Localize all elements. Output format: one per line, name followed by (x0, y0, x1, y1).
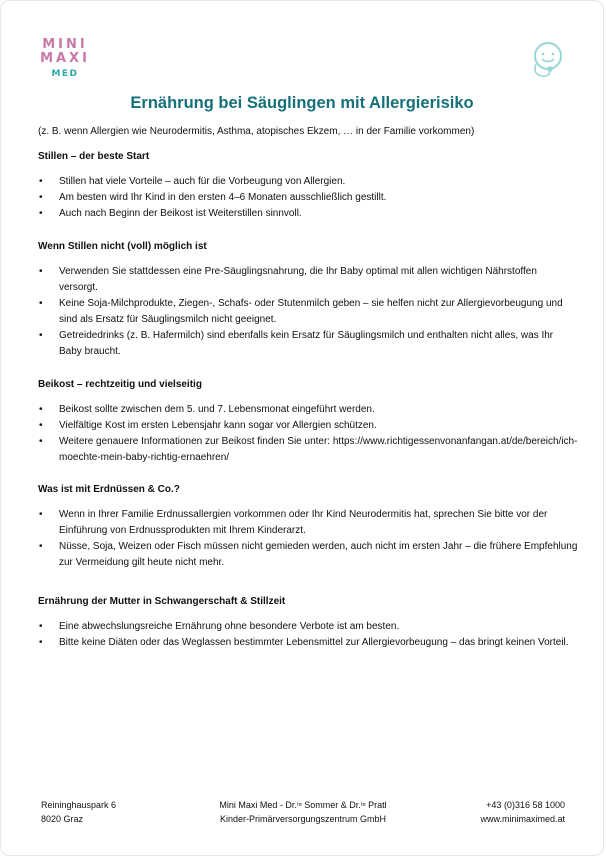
list-item: • Beikost sollte zwischen dem 5. und 7. Lebensmonat eingeführt werden. (38, 402, 578, 418)
footer-website: www.minimaximed.at (480, 814, 565, 824)
list-item: • Bitte keine Diäten oder das Weglassen bestimmter Lebensmittel zur Allergievorbeugung – das bringt keinen Vorteil. (38, 635, 578, 651)
list-item: • Vielfältige Kost im ersten Lebensjahr kann sogar vor Allergien schützen. (38, 418, 578, 434)
footer-company-type: Kinder-Primärversorgungszentrum GmbH (219, 814, 387, 824)
list-item: • Verwenden Sie stattdessen eine Pre-Säuglingsnahrung, die Ihr Baby optimal mit allen wichtigen Nährstoffen versorgt. (38, 264, 578, 296)
bullet-list (38, 507, 578, 571)
bullet-list (38, 402, 578, 466)
list-item: • Eine abwechslungsreiche Ernährung ohne besondere Verbote ist am besten. (38, 619, 578, 635)
section-stillen (38, 149, 578, 222)
footer-street: Reininghauspark 6 (41, 800, 117, 810)
list-item: • Am besten wird Ihr Kind in den ersten 4–6 Monaten ausschließlich gestillt. (38, 190, 578, 206)
footer-contact (480, 798, 565, 826)
list-item: • Wenn in Ihrer Familie Erdnussallergien vorkommen oder Ihr Kind Neurodermitis hat, sprechen Sie bitte vor der Einführung von Erdnussprodukten mit Ihrem Kinderarzt. (38, 507, 578, 539)
logo-line-med: MED (51, 69, 79, 79)
section-heading: Stillen – der beste Start (38, 151, 150, 162)
section-wenn-stillen-nicht-moeglich (38, 239, 578, 360)
section-heading: Beikost – rechtzeitig und vielseitig (38, 379, 202, 390)
subtitle: (z. B. wenn Allergien wie Neurodermitis, Asthma, atopisches Ekzem, … in der Familie vorkommen) (38, 126, 475, 137)
section-heading: Was ist mit Erdnüssen & Co.? (38, 484, 180, 495)
stethoscope-smiley-icon (528, 38, 568, 80)
bullet-list (38, 619, 578, 651)
footer-phone: +43 (0)316 58 1000 (486, 800, 565, 810)
section-erdnuesse (38, 482, 578, 571)
bullet-list (38, 264, 578, 360)
section-beikost (38, 377, 578, 466)
page-title: Ernährung bei Säuglingen mit Allergierisiko (130, 94, 474, 112)
list-item: • Auch nach Beginn der Beikost ist Weiterstillen sinnvoll. (38, 206, 578, 222)
list-item: • Stillen hat viele Vorteile – auch für die Vorbeugung von Allergien. (38, 174, 578, 190)
document-body (38, 124, 578, 651)
list-item: • Weitere genauere Informationen zur Beikost finden Sie unter: https://www.richtigessenvonanfangan.at/de/bereich/ich-moechte-mein-baby-richtig-ernaehren/ (38, 434, 578, 466)
mini-maxi-med-logo (37, 38, 93, 81)
list-item: • Nüsse, Soja, Weizen oder Fisch müssen nicht gemieden werden, auch nicht im ersten Jahr – die frühere Empfehlung zur Vermeidung gilt heute nicht mehr. (38, 539, 578, 571)
section-ernaehrung-mutter (38, 594, 578, 651)
section-heading: Ernährung der Mutter in Schwangerschaft & Stillzeit (38, 596, 286, 607)
list-item: • Keine Soja-Milchprodukte, Ziegen-, Schafs- oder Stutenmilch geben – sie helfen nicht zur Allergievorbeugung und sind als Ersatz für Säuglingsmilch nicht geeignet. (38, 296, 578, 328)
footer-city: 8020 Graz (41, 814, 84, 824)
bullet-list (38, 174, 578, 222)
section-heading: Wenn Stillen nicht (voll) möglich ist (38, 241, 207, 252)
list-item: • Getreidedrinks (z. B. Hafermilch) sind ebenfalls kein Ersatz für Säuglingsmilch und enthalten nicht alles, was Ihr Baby braucht. (38, 328, 578, 360)
logo-line-mini: MINI (42, 37, 88, 52)
footer-company-name: Mini Maxi Med - Dr.ⁱⁿ Sommer & Dr.ⁱⁿ Pratl (219, 800, 387, 810)
logo-line-maxi: MAXI (40, 51, 90, 66)
